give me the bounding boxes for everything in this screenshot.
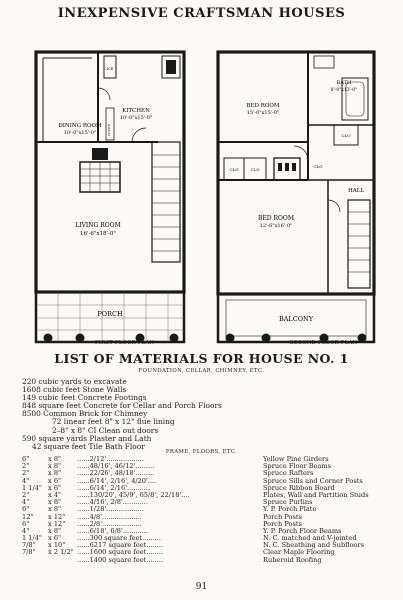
list-item: 12" x 12" ......4/8'................... Porch Posts [22, 512, 302, 521]
list-item: 1 1/4" x 6" ......300 square feet......... N. C. matched and V-jointed [22, 534, 357, 543]
list-item: 4" x 6" ......6/14', 2/16', 4/20'.... Spruce Sills and Corner Posts [22, 476, 363, 485]
list-item: 2" x 4" ......130/20', 45/9', 65/8', 22/18'.... Plates, Wall and Partition Studs [22, 490, 369, 499]
floor-plans [18, 30, 384, 354]
list-item: 6" x 8" ......2/12'.................. Yellow Pine Girders [22, 455, 329, 463]
dining-room-dims: 10'-0"x15'-0" [63, 130, 97, 136]
bath-dims: 8'-0"x13'-0" [330, 88, 358, 93]
list-item: 6" x 8" ......1/28'.................. Y. P. Porch Plate [22, 505, 317, 514]
list-item: 42 square feet Tile Bath Floor [32, 441, 145, 451]
page-title: INEXPENSIVE CRAFTSMAN HOUSES [57, 6, 346, 21]
list-item: 2" x 8" ......22/26', 48/18'......... Spruce Rafters [22, 469, 314, 478]
list-item: 590 square yards Plaster and Lath [22, 433, 152, 443]
first-floor-caption: FIRST FLOOR PLAN [95, 340, 155, 346]
hall-label: HALL [347, 188, 365, 194]
dining-room-label: DINING ROOM [58, 123, 102, 129]
closet-label-4: CLO [313, 164, 323, 169]
bath-label: BATH [336, 80, 352, 86]
second-floor-plan [218, 52, 374, 343]
first-floor-plan [36, 52, 184, 343]
list-item: 1608 cubic feet Stone Walls [22, 385, 127, 395]
frame-materials-list [22, 456, 394, 564]
page-number: 91 [195, 582, 208, 592]
porch-label: PORCH [97, 310, 123, 318]
living-room-dims: 16'-6"x18'-0" [80, 231, 116, 237]
list-item: 7/8" x 2 1/2" ......1600 square feet........ Clear Maple Flooring [22, 548, 335, 557]
list-item: 2–8" x 8" CI Clean out doors [52, 425, 159, 435]
bed-room-2-dims: 12'-6"x16'-0" [259, 223, 293, 229]
list-item: 4" x 8" ......4/16', 2/8'............ Spruce Purlins [22, 498, 313, 507]
list-item: 4" x 8" ......6/18', 6/8'............ Y. P. Porch Floor Beams [22, 526, 342, 535]
list-item: 149 cubic feet Concrete Footings [22, 393, 147, 403]
list-item: 8500 Common Brick for Chimney [22, 409, 148, 419]
living-room-label: LIVING ROOM [75, 222, 121, 229]
cupboard-label: CUPB'D [107, 123, 111, 137]
closet-label-3: CLO [341, 133, 351, 138]
section1-heading: FOUNDATION, CELLAR, CHIMNEY, ETC. [138, 368, 265, 374]
ice-label: ICE [106, 67, 114, 71]
floor-plans-drawing [18, 30, 384, 350]
list-item: 6" x 12" ......2/8'................... Porch Posts [22, 519, 302, 528]
bed-room-1-dims: 15'-0"x15'-0" [246, 110, 280, 116]
kitchen-label: KITCHEN [122, 108, 150, 114]
list-item: 2" x 8" ......48/16', 46/12'......... Spruce Floor Beams [22, 462, 332, 471]
section2-heading: FRAME, FLOORS, ETC. [165, 449, 238, 455]
balcony-label: BALCONY [278, 315, 314, 323]
bed-room-1-label: BED ROOM [246, 103, 280, 109]
list-item: 1 1/4" x 6" ......6/14', 2/16'........... Spruce Ribbon Board [22, 483, 335, 492]
list-item: 220 cubic yards to excavate [22, 377, 127, 386]
list-item: 72 linear feet 8" x 12" flue lining [52, 417, 175, 427]
list-item: 848 square feet Concrete for Cellar and Porch Floors [22, 401, 222, 411]
list-item: ......1400 square feet........ Ruberoid Roofing [77, 555, 322, 564]
bed-room-2-label: BED ROOM [257, 215, 295, 222]
closet-label-1: CLO [229, 167, 239, 172]
second-floor-caption: SECOND FLOOR PLAN [290, 340, 358, 346]
closet-label-2: CLO [250, 167, 260, 172]
list-item: 7/8" x 10" ......6217 square feet........ N. C. Sheathing and Subfloors [22, 541, 365, 550]
materials-title: LIST OF MATERIALS FOR HOUSE NO. 1 [54, 351, 349, 366]
foundation-materials-list [22, 378, 382, 451]
kitchen-dims: 10'-0"x15'-0" [119, 115, 153, 121]
